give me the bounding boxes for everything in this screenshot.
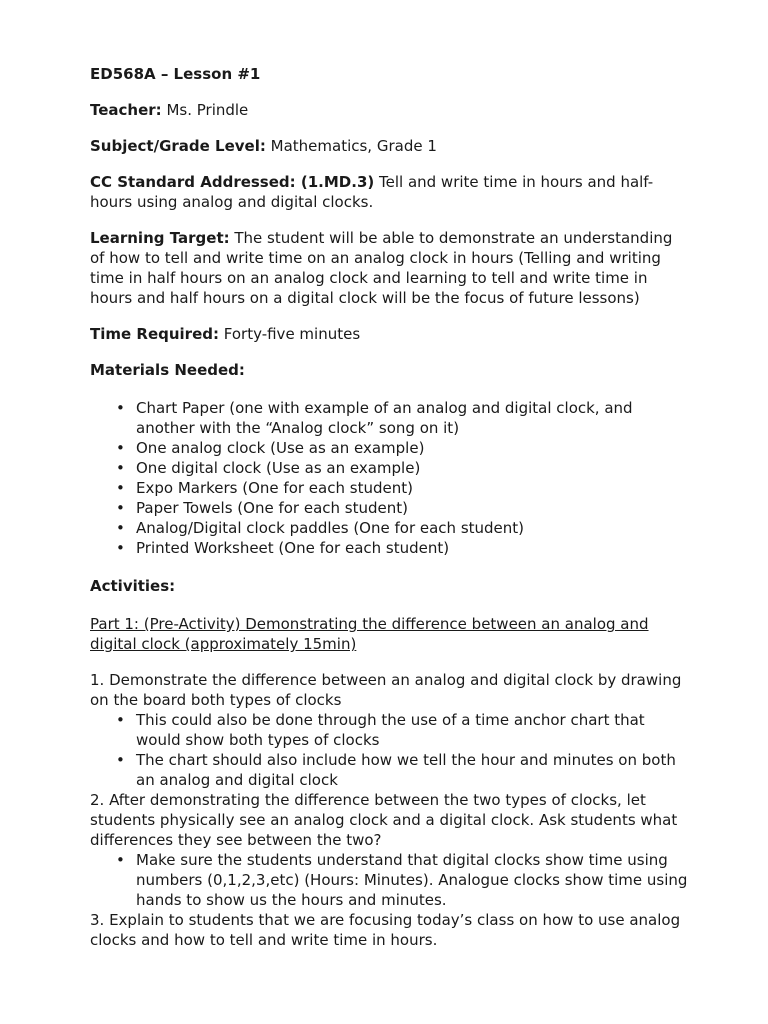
step-2: 2. After demonstrating the difference between the two types of clocks, let students physically see an analog clock and a digital clock. Ask students what differences they see between the two? [90,791,678,849]
list-item: • Printed Worksheet (One for each student) [136,538,690,558]
materials-heading: Materials Needed: [90,361,245,379]
standard-line [90,172,690,212]
list-item: • Expo Markers (One for each student) [136,478,690,498]
learning-target-line [90,228,690,308]
list-item: • The chart should also include how we tell the hour and minutes on both an analog and digital clock [136,750,690,790]
list-item: • One analog clock (Use as an example) [136,438,690,458]
lesson-title: ED568A – Lesson #1 [90,65,261,83]
subject-value: Mathematics, Grade 1 [265,137,437,155]
standard-label: CC Standard Addressed: (1.MD.3) [90,173,375,191]
list-item: • Make sure the students understand that digital clocks show time using numbers (0,1,2,3,etc) (Hours: Minutes). Analogue clocks show time using hands to show us the hours and minutes. [136,850,690,910]
learning-target-value: The student will be able to demonstrate an understanding of how to tell and write time on an analog clock in hours (Telling and writing time in half hours on an analog clock and learning to tell and write time in hours and half hours on a digital clock will be the focus of future lessons) [90,229,673,307]
teacher-line [90,100,690,120]
list-item: • This could also be done through the use of a time anchor chart that would show both types of clocks [136,710,690,750]
time-required-line [90,324,690,344]
step-1: 1. Demonstrate the difference between an analog and digital clock by drawing on the board both types of clocks [90,671,682,709]
list-item: • One digital clock (Use as an example) [136,458,690,478]
step-1-bullets [90,710,690,790]
learning-target-label: Learning Target: [90,229,230,247]
subject-line [90,136,690,156]
list-item: • Analog/Digital clock paddles (One for each student) [136,518,690,538]
list-item: • Chart Paper (one with example of an analog and digital clock, and another with the “Analog clock” song on it) [136,398,690,438]
part1-title: Part 1: (Pre-Activity) Demonstrating the difference between an analog and digital clock (approximately 15min) [90,615,649,653]
subject-label: Subject/Grade Level: [90,137,266,155]
list-item: • Paper Towels (One for each student) [136,498,690,518]
time-required-label: Time Required: [90,325,219,343]
step-2-bullets [90,850,690,910]
teacher-value: Ms. Prindle [161,101,249,119]
time-required-value: Forty-five minutes [219,325,361,343]
teacher-label: Teacher: [90,101,162,119]
standard-value: Tell and write time in hours and half-hours using analog and digital clocks. [90,173,654,211]
document-page [90,64,690,950]
step-3: 3. Explain to students that we are focusing today’s class on how to use analog clocks and how to tell and write time in hours. [90,911,681,949]
activities-heading: Activities: [90,577,176,595]
materials-list [90,398,690,558]
